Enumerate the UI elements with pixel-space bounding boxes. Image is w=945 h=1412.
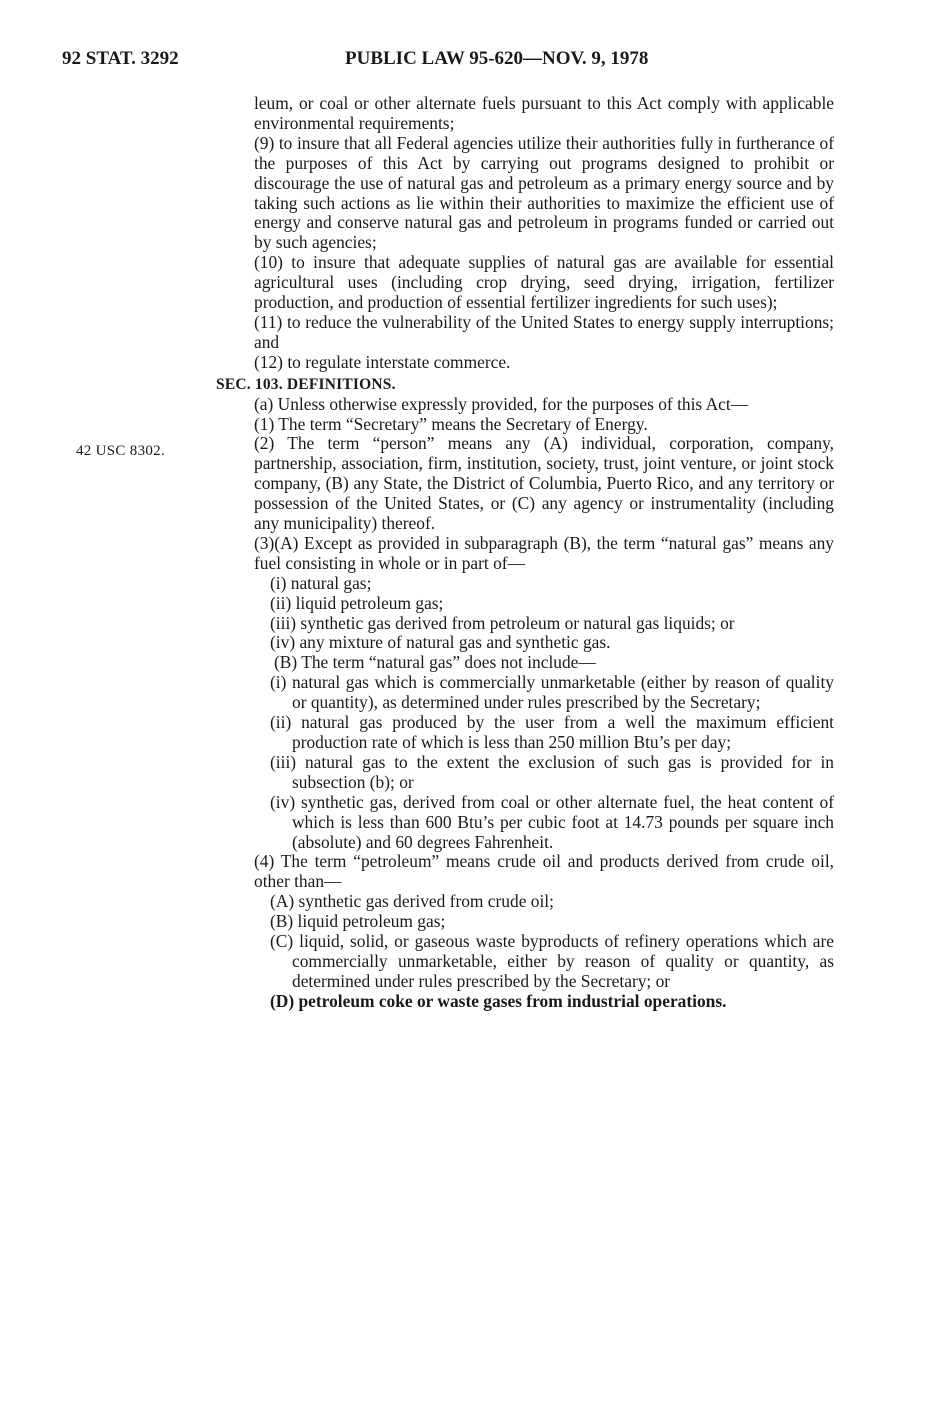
list-item: (B) liquid petroleum gas; [270, 911, 446, 932]
paragraph: (1) The term “Secretary” means the Secretary of Energy. [254, 413, 648, 434]
paragraph: (a) Unless otherwise expressly provided, for the purposes of this Act— [254, 393, 749, 414]
running-head: PUBLIC LAW 95-620—NOV. 9, 1978 [345, 48, 649, 69]
list-item: (iii) natural gas to the extent the exclusion of such gas is provided for in subsection (b); or [270, 751, 834, 792]
paragraph: (9) to insure that all Federal agencies utilize their authorities fully in furtherance of the purposes of this Act by carrying out programs designed to prohibit or discourage the use of natural gas and petroleum as a primary energy source and by taking such actions as lie within their authorities to maximize the efficient use of energy and conserve natural gas and petroleum in programs funded or carried out by such agencies; [254, 132, 834, 253]
paragraph: (12) to regulate interstate commerce. [254, 351, 511, 372]
paragraph: leum, or coal or other alternate fuels pursuant to this Act comply with applicable environmental requirements; [254, 93, 834, 133]
stat-page-number: 92 STAT. 3292 [62, 48, 179, 69]
list-item: (iv) synthetic gas, derived from coal or other alternate fuel, the heat content of which is less than 600 Btu’s per cubic foot at 14.73 pounds per square inch (absolute) and 60 degrees Fahrenheit. [270, 791, 834, 852]
paragraph: (B) The term “natural gas” does not include— [274, 652, 596, 673]
paragraph: (10) to insure that adequate supplies of natural gas are available for essential agricultural uses (including crop drying, seed drying, irrigation, fertilizer production, and production of essential fertilizer ingredients for such uses); [254, 252, 834, 313]
list-item: (iii) synthetic gas derived from petroleum or natural gas liquids; or [270, 612, 735, 633]
list-item: (ii) natural gas produced by the user from a well the maximum efficient production rate of which is less than 250 million Btu’s per day; [270, 712, 834, 752]
list-item: (iv) any mixture of natural gas and synthetic gas. [270, 632, 611, 653]
list-item: (A) synthetic gas derived from crude oil; [270, 891, 554, 912]
list-item: (i) natural gas which is commercially unmarketable (either by reason of quality or quantity), as determined under rules prescribed by the Secretary; [270, 672, 834, 713]
list-item: (i) natural gas; [270, 572, 372, 593]
paragraph: (3)(A) Except as provided in subparagraph (B), the term “natural gas” means any fuel consisting in whole or in part of— [254, 532, 834, 573]
paragraph: (2) The term “person” means any (A) individual, corporation, company, partnership, association, firm, institution, society, trust, joint venture, or joint stock company, (B) any State, the District of Columbia, Puerto Rico, and any territory or possession of the United States, or (C) any agency or instrumentality (including any municipality) thereof. [254, 433, 834, 534]
page-header [0, 48, 945, 72]
list-item: (C) liquid, solid, or gaseous waste byproducts of refinery operations which are commercially unmarketable, either by reason of quality or quantity, as determined under rules prescribed by the Secretary; or [270, 931, 834, 991]
list-item: (D) petroleum coke or waste gases from industrial operations. [270, 990, 727, 1011]
margin-citation: 42 USC 8302. [76, 443, 166, 459]
document-body [216, 94, 834, 1012]
paragraph: (11) to reduce the vulnerability of the United States to energy supply interruptions; and [254, 311, 834, 352]
paragraph: (4) The term “petroleum” means crude oil and products derived from crude oil, other than— [254, 851, 834, 892]
section-heading: SEC. 103. DEFINITIONS. [216, 375, 396, 393]
list-item: (ii) liquid petroleum gas; [270, 592, 444, 613]
